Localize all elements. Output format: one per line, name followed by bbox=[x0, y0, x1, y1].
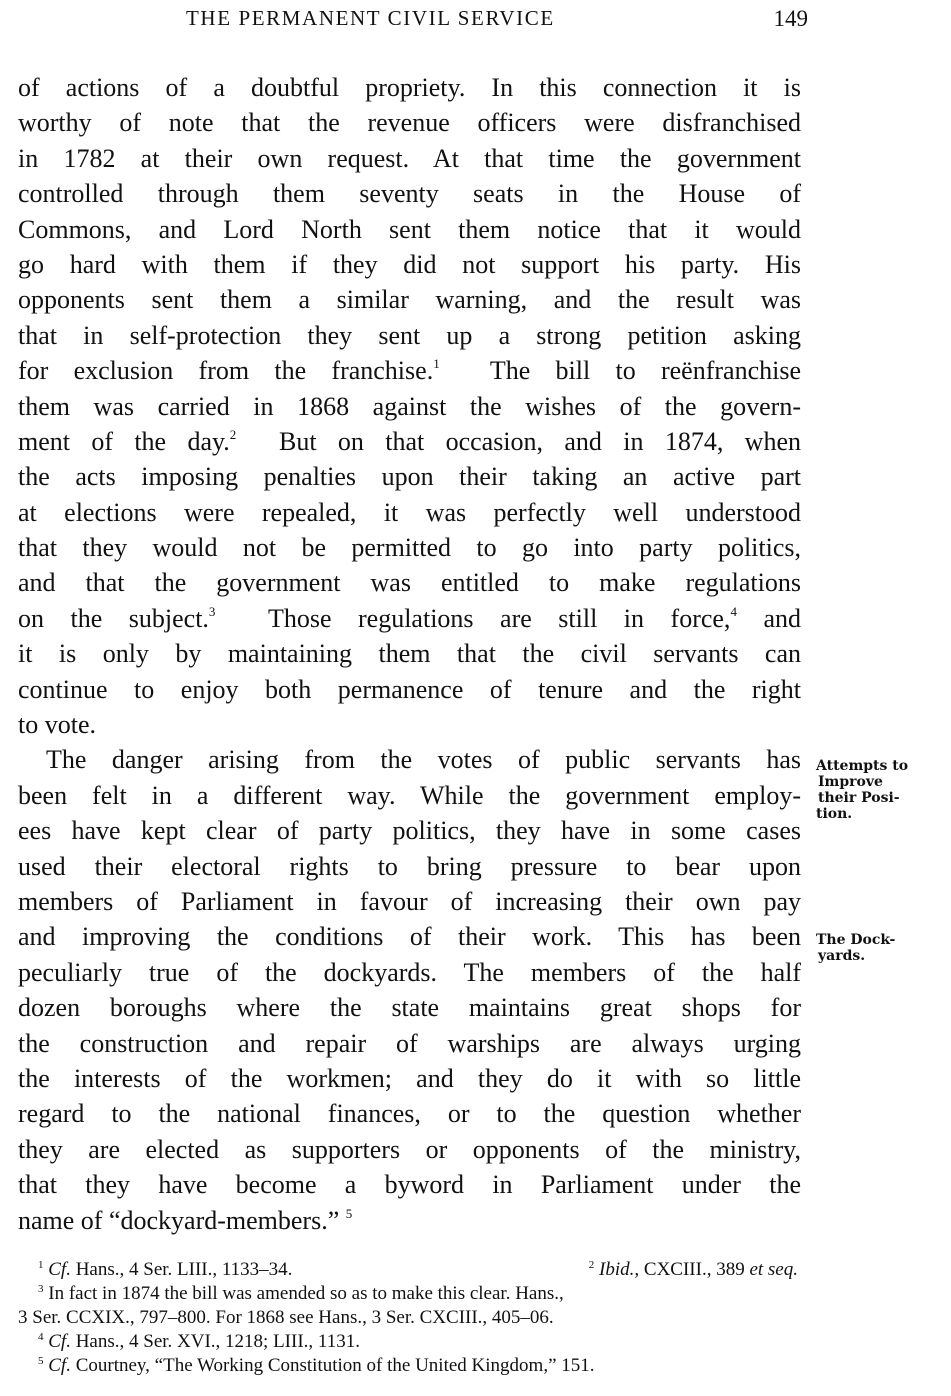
text-segment: Those regulations are still in force, bbox=[267, 603, 731, 633]
margin-note-line: tion. bbox=[816, 806, 853, 822]
body-text bbox=[18, 70, 801, 1238]
text-line: controlled through them seventy seats in the House of bbox=[18, 179, 801, 209]
footnotes bbox=[18, 1258, 798, 1378]
text-line: ees have kept clear of party politics, they have in some cases bbox=[18, 816, 801, 846]
text-line: regard to the national finances, or to the question whether bbox=[18, 1099, 801, 1129]
text-line bbox=[18, 424, 801, 459]
footnote-5 bbox=[18, 1354, 798, 1378]
margin-note-line: The Dock- bbox=[816, 932, 896, 948]
footnote-mark: 3 bbox=[38, 1283, 44, 1295]
footnote-mark: 5 bbox=[38, 1355, 44, 1367]
margin-note-line: Improve bbox=[818, 774, 883, 790]
text-line: that they would not be permitted to go into party politics, bbox=[18, 533, 801, 563]
footnote-text: In fact in 1874 the bill was amended so as to make this clear. Hans., bbox=[48, 1283, 564, 1304]
footnote-2 bbox=[589, 1258, 798, 1282]
text-line: in 1782 at their own request. At that time the government bbox=[18, 143, 801, 173]
text-segment: and bbox=[763, 603, 801, 633]
margin-note-line: Attempts to bbox=[816, 758, 909, 774]
text-line: opponents sent them a similar warning, and the result was bbox=[18, 285, 801, 315]
text-line: Commons, and Lord North sent them notice that it would bbox=[18, 214, 801, 244]
text-line: worthy of note that the revenue officers were disfranchised bbox=[18, 108, 801, 138]
text-segment: for exclusion from the franchise. bbox=[18, 356, 434, 386]
running-header bbox=[18, 6, 808, 38]
footnote-text: Hans., 4 Ser. LIII., 1133–34. bbox=[75, 1259, 293, 1280]
text-segment: name of “dockyard-members.” bbox=[18, 1205, 340, 1235]
margin-note-line: yards. bbox=[818, 948, 866, 964]
text-segment: ment of the day. bbox=[18, 426, 230, 456]
footnote-3-continued: 3 Ser. CCXIX., 797–800. For 1868 see Hans., 3 Ser. CXCIII., 405–06. bbox=[18, 1307, 554, 1328]
footnote-italic: Cf. bbox=[48, 1331, 71, 1352]
footnote-italic: Cf. bbox=[48, 1259, 71, 1280]
footnote-4 bbox=[18, 1330, 798, 1354]
text-line: and improving the conditions of their work. This has been bbox=[18, 922, 801, 952]
footnote-italic: Cf. bbox=[48, 1355, 71, 1376]
margin-note-line: their Posi- bbox=[818, 790, 900, 806]
text-line: peculiarly true of the dockyards. The members of the half bbox=[18, 957, 801, 987]
text-line: continue to enjoy both permanence of tenure and the right bbox=[18, 674, 801, 704]
footnote-3 bbox=[18, 1282, 798, 1306]
footnote-text: Hans., 4 Ser. XVI., 1218; LIII., 1131. bbox=[75, 1331, 360, 1352]
text-line bbox=[18, 353, 801, 388]
text-segment: The bill to reënfranchise bbox=[489, 356, 802, 386]
text-line: to vote. bbox=[18, 710, 96, 740]
footnote-ref: 1 bbox=[433, 356, 440, 372]
text-line: them was carried in 1868 against the wishes of the govern- bbox=[18, 391, 801, 421]
text-segment: But on that occasion, and in 1874, when bbox=[278, 426, 801, 456]
footnote-mark: 4 bbox=[38, 1331, 44, 1343]
text-line: the construction and repair of warships are always urging bbox=[18, 1028, 801, 1058]
text-segment: on the subject. bbox=[18, 603, 209, 633]
text-line: and that the government was entitled to make regulations bbox=[18, 568, 801, 598]
footnote-row bbox=[18, 1258, 798, 1282]
page-number: 149 bbox=[773, 6, 808, 31]
footnote-mark: 1 bbox=[38, 1259, 44, 1271]
text-line: it is only by maintaining them that the civil servants can bbox=[18, 639, 801, 669]
text-line bbox=[18, 601, 801, 636]
text-line: dozen boroughs where the state maintains great shops for bbox=[18, 993, 801, 1023]
text-line: at elections were repealed, it was perfectly well understood bbox=[18, 497, 801, 527]
text-line: used their electoral rights to bring pressure to bear upon bbox=[18, 851, 801, 881]
text-line: that in self-protection they sent up a strong petition asking bbox=[18, 320, 801, 350]
text-line: they are elected as supporters or opponents of the ministry, bbox=[18, 1134, 801, 1164]
footnote-text: CXCIII., 389 bbox=[643, 1259, 745, 1280]
footnote-1 bbox=[18, 1258, 292, 1282]
text-line: The danger arising from the votes of public servants has bbox=[46, 745, 801, 775]
text-line: the acts imposing penalties upon their taking an active part bbox=[18, 462, 801, 492]
text-line: go hard with them if they did not support his party. His bbox=[18, 249, 801, 279]
text-line: been felt in a different way. While the government employ- bbox=[18, 780, 801, 810]
footnote-italic: Ibid., bbox=[599, 1259, 640, 1280]
footnote-ref: 5 bbox=[345, 1205, 353, 1221]
text-line: members of Parliament in favour of increasing their own pay bbox=[18, 886, 801, 916]
footnote-italic: et seq. bbox=[749, 1259, 798, 1280]
text-line: that they have become a byword in Parliament under the bbox=[18, 1170, 801, 1200]
footnote-text: Courtney, “The Working Constitution of the United Kingdom,” 151. bbox=[75, 1355, 595, 1376]
footnote-ref: 2 bbox=[229, 426, 237, 442]
text-line: of actions of a doubtful propriety. In this connection it is bbox=[18, 73, 801, 102]
footnote-ref: 3 bbox=[208, 603, 216, 619]
text-line: the interests of the workmen; and they do it with so little bbox=[18, 1063, 801, 1093]
margin-note-dockyards bbox=[816, 932, 895, 964]
running-title: THE PERMANENT CIVIL SERVICE bbox=[186, 6, 555, 30]
text-line bbox=[18, 1203, 801, 1238]
footnote-ref: 4 bbox=[730, 603, 737, 619]
footnote-mark: 2 bbox=[588, 1259, 595, 1271]
margin-note-improve bbox=[816, 758, 908, 822]
